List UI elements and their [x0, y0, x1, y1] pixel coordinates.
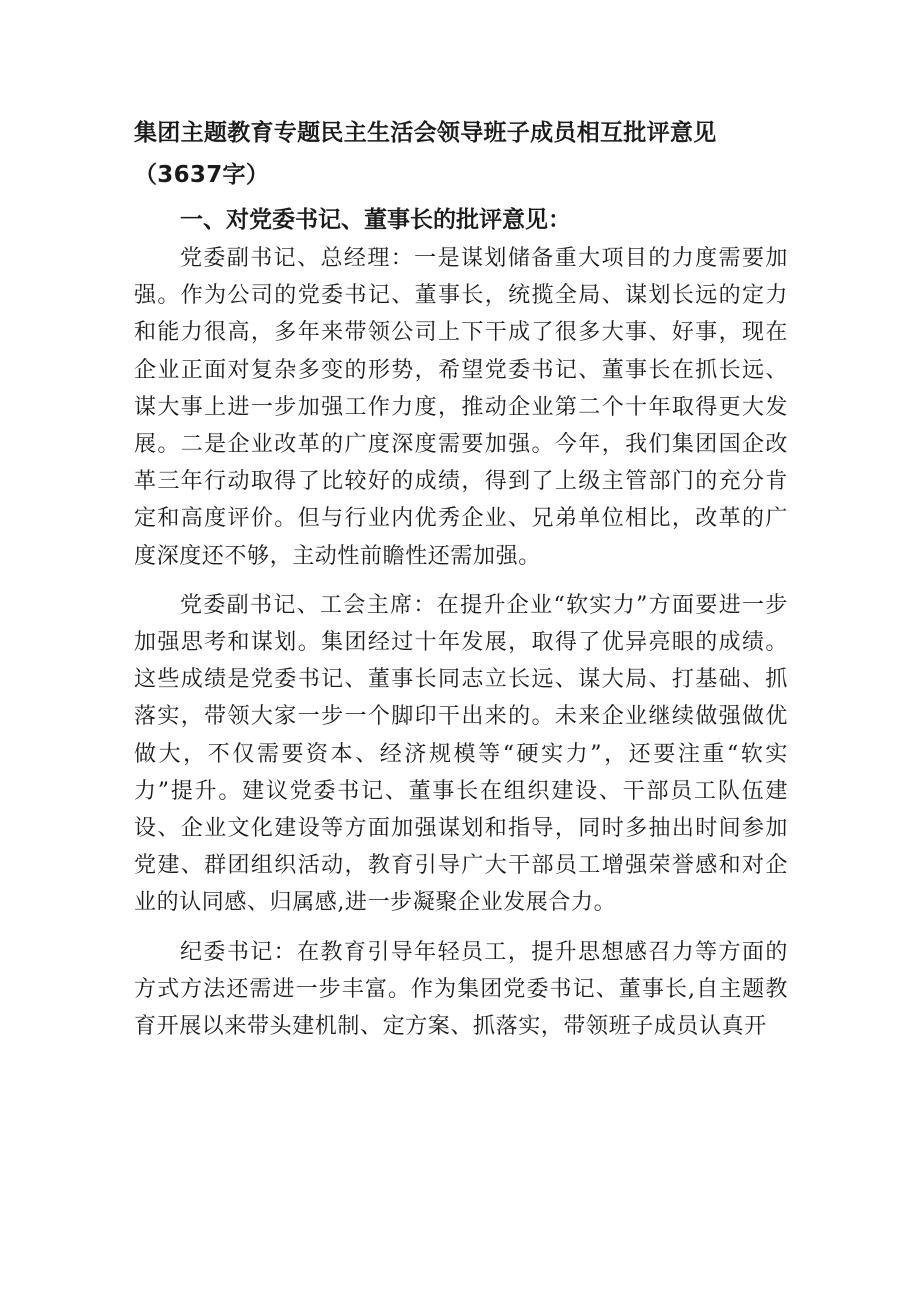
paragraph-deputy-secretary-union-chair: 党委副书记、工会主席：在提升企业“软实力”方面要进一步加强思考和谋划。集团经过十年发展，取得了优异亮眼的成绩。这些成绩是党委书记、董事长同志立长远、谋大局、打基础、抓落实，带领大家一步一个脚印干出来的。未来企业继续做强做优做大，不仅需要资本、经济规模等“硬实力”，还要注重“软实力”提升。建议党委书记、董事长在组织建设、干部员工队伍建设、企业文化建设等方面加强谋划和指导，同时多抽出时间参加党建、群团组织活动，教育引导广大干部员工增强荣誉感和对企业的认同感、归属感,进一步凝聚企业发展合力。: [134, 592, 788, 916]
paragraph-deputy-secretary-gm: 党委副书记、总经理：一是谋划储备重大项目的力度需要加强。作为公司的党委书记、董事长，统揽全局、谋划长远的定力和能力很高，多年来带领公司上下干成了很多大事、好事，现在企业正面对复杂多变的形势，希望党委书记、董事长在抓长远、谋大事上进一步加强工作力度，推动企业第二个十年取得更大发展。二是企业改革的广度深度需要加强。今年，我们集团国企改革三年行动取得了比较好的成绩，得到了上级主管部门的充分肯定和高度评价。但与行业内优秀企业、兄弟单位相比，改革的广度深度还不够，主动性前瞻性还需加强。: [134, 246, 788, 569]
section-heading: 一、对党委书记、董事长的批评意见：: [180, 207, 571, 233]
paragraph-discipline-secretary: 纪委书记：在教育引导年轻员工，提升思想感召力等方面的方式方法还需进一步丰富。作为集团党委书记、董事长,自主题教育开展以来带头建机制、定方案、抓落实，带领班子成员认真开: [134, 939, 788, 1040]
document-title: 集团主题教育专题民主生活会领导班子成员相互批评意见（3637字）: [134, 120, 717, 188]
